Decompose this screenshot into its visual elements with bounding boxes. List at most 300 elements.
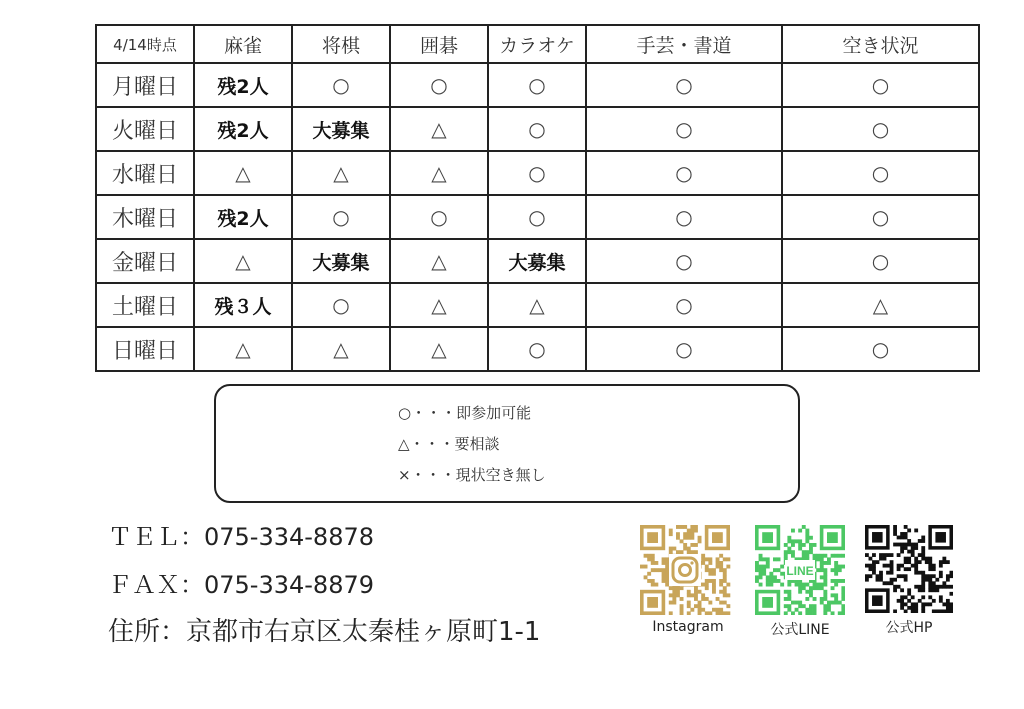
qr-module bbox=[694, 593, 698, 597]
qr-module bbox=[672, 597, 676, 601]
qr-module bbox=[784, 543, 788, 547]
header-go: 囲碁 bbox=[390, 25, 488, 63]
status-cell: △ bbox=[194, 151, 292, 195]
qr-module bbox=[719, 561, 723, 565]
qr-module bbox=[942, 602, 946, 606]
qr-module bbox=[662, 579, 666, 583]
qr-module bbox=[716, 565, 720, 569]
qr-module bbox=[809, 608, 813, 612]
qr-module bbox=[949, 606, 953, 610]
qr-module bbox=[723, 593, 727, 597]
qr-module bbox=[820, 601, 824, 605]
qr-module bbox=[687, 604, 691, 608]
qr-module bbox=[766, 561, 770, 565]
status-cell: 残2人 bbox=[194, 195, 292, 239]
qr-module bbox=[672, 590, 676, 594]
qr-module bbox=[841, 554, 845, 558]
qr-module bbox=[680, 604, 684, 608]
qr-module bbox=[726, 604, 730, 608]
qr-module bbox=[876, 578, 880, 582]
qr-module bbox=[762, 565, 766, 569]
qr-module bbox=[798, 601, 802, 605]
qr-module bbox=[883, 553, 887, 557]
legend-full: ×・・・現状空き無し bbox=[398, 466, 546, 484]
qr-module bbox=[647, 557, 651, 561]
qr-module bbox=[907, 560, 911, 564]
qr-module bbox=[897, 567, 901, 571]
qr-module bbox=[883, 557, 887, 561]
qr-module bbox=[907, 567, 911, 571]
qr-module bbox=[723, 590, 727, 594]
qr-module bbox=[705, 565, 709, 569]
qr-module bbox=[921, 546, 925, 550]
qr-module bbox=[698, 601, 702, 605]
qr-module bbox=[918, 599, 922, 603]
qr-module bbox=[949, 571, 953, 575]
status-cell: ○ bbox=[292, 195, 390, 239]
status-cell: ○ bbox=[586, 239, 782, 283]
qr-module bbox=[827, 604, 831, 608]
qr-module bbox=[939, 574, 943, 578]
line-qr-icon[interactable] bbox=[755, 525, 845, 615]
qr-module bbox=[798, 590, 802, 594]
qr-module bbox=[805, 554, 809, 558]
qr-module bbox=[907, 606, 911, 610]
qr-module bbox=[914, 567, 918, 571]
qr-module bbox=[708, 557, 712, 561]
homepage-qr-icon[interactable] bbox=[865, 525, 953, 613]
qr-module bbox=[683, 547, 687, 551]
qr-module bbox=[865, 578, 869, 582]
qr-module bbox=[708, 579, 712, 583]
qr-module bbox=[787, 593, 791, 597]
qr-module bbox=[939, 609, 943, 613]
qr-module bbox=[651, 568, 655, 572]
qr-module bbox=[949, 592, 953, 596]
qr-module bbox=[665, 561, 669, 565]
qr-module bbox=[766, 583, 770, 587]
qr-module bbox=[680, 586, 684, 590]
qr-module bbox=[841, 597, 845, 601]
qr-module bbox=[834, 554, 838, 558]
qr-module bbox=[942, 585, 946, 589]
qr-module bbox=[914, 543, 918, 547]
qr-module bbox=[893, 529, 897, 533]
status-cell: ○ bbox=[586, 151, 782, 195]
qr-module bbox=[766, 575, 770, 579]
qr-module bbox=[900, 546, 904, 550]
qr-module bbox=[872, 553, 876, 557]
status-cell: △ bbox=[390, 283, 488, 327]
qr-module bbox=[716, 597, 720, 601]
qr-module bbox=[890, 567, 894, 571]
qr-module bbox=[719, 608, 723, 612]
qr-module bbox=[680, 550, 684, 554]
qr-module bbox=[946, 602, 950, 606]
status-cell: ○ bbox=[488, 327, 586, 371]
qr-module bbox=[841, 611, 845, 615]
qr-module bbox=[827, 561, 831, 565]
qr-module bbox=[708, 568, 712, 572]
qr-module bbox=[698, 611, 702, 615]
qr-module bbox=[820, 565, 824, 569]
qr-module bbox=[823, 593, 827, 597]
qr-module bbox=[820, 583, 824, 587]
qr-module bbox=[823, 568, 827, 572]
instagram-qr-icon[interactable] bbox=[640, 525, 736, 615]
qr-module bbox=[784, 590, 788, 594]
qr-module bbox=[816, 568, 820, 572]
qr-module bbox=[841, 590, 845, 594]
qr-module bbox=[694, 529, 698, 533]
qr-module bbox=[651, 579, 655, 583]
qr-module bbox=[690, 543, 694, 547]
day-cell: 木曜日 bbox=[96, 195, 194, 239]
qr-module bbox=[784, 597, 788, 601]
qr-module bbox=[766, 557, 770, 561]
qr-module bbox=[805, 529, 809, 533]
qr-module bbox=[918, 588, 922, 592]
table-row bbox=[96, 195, 979, 239]
qr-module bbox=[886, 564, 890, 568]
qr-module bbox=[723, 586, 727, 590]
schedule-table bbox=[95, 24, 980, 372]
qr-module bbox=[701, 597, 705, 601]
qr-module bbox=[879, 557, 883, 561]
qr-module bbox=[658, 568, 662, 572]
qr-module bbox=[787, 604, 791, 608]
qr-module bbox=[708, 611, 712, 615]
status-cell: 大募集 bbox=[292, 239, 390, 283]
qr-module bbox=[687, 532, 691, 536]
table-row bbox=[96, 63, 979, 107]
qr-module bbox=[813, 611, 817, 615]
qr-module bbox=[831, 554, 835, 558]
qr-module bbox=[805, 583, 809, 587]
qr-module bbox=[921, 602, 925, 606]
qr-module bbox=[823, 579, 827, 583]
qr-module bbox=[911, 602, 915, 606]
qr-module bbox=[897, 536, 901, 540]
qr-module bbox=[723, 572, 727, 576]
header-availability: 空き状況 bbox=[782, 25, 979, 63]
qr-module bbox=[872, 567, 876, 571]
qr-module bbox=[780, 583, 784, 587]
status-cell: 大募集 bbox=[292, 107, 390, 151]
table-row bbox=[96, 327, 979, 371]
status-cell: ○ bbox=[488, 63, 586, 107]
qr-module bbox=[914, 546, 918, 550]
qr-module bbox=[932, 574, 936, 578]
qr-module bbox=[865, 574, 869, 578]
qr-module bbox=[795, 601, 799, 605]
status-cell: ○ bbox=[586, 195, 782, 239]
qr-module bbox=[726, 583, 730, 587]
qr-module bbox=[838, 565, 842, 569]
qr-module bbox=[838, 554, 842, 558]
qr-module bbox=[694, 586, 698, 590]
line-icon: LINE bbox=[786, 564, 814, 578]
qr-module bbox=[777, 557, 781, 561]
qr-module bbox=[820, 557, 824, 561]
qr-module bbox=[694, 525, 698, 529]
qr-module bbox=[897, 543, 901, 547]
qr-module bbox=[784, 604, 788, 608]
qr-module bbox=[676, 550, 680, 554]
qr-module bbox=[890, 578, 894, 582]
qr-module bbox=[823, 597, 827, 601]
qr-module bbox=[787, 539, 791, 543]
qr-module bbox=[900, 550, 904, 554]
qr-module bbox=[949, 585, 953, 589]
day-cell: 金曜日 bbox=[96, 239, 194, 283]
qr-module bbox=[687, 611, 691, 615]
qr-module bbox=[672, 547, 676, 551]
qr-module bbox=[893, 532, 897, 536]
status-cell: ○ bbox=[586, 63, 782, 107]
qr-module bbox=[918, 560, 922, 564]
qr-module bbox=[805, 539, 809, 543]
qr-module bbox=[769, 572, 773, 576]
qr-module bbox=[914, 564, 918, 568]
qr-module bbox=[787, 536, 791, 540]
qr-module bbox=[687, 593, 691, 597]
qr-module bbox=[791, 554, 795, 558]
qr-module bbox=[669, 529, 673, 533]
qr-module bbox=[712, 608, 716, 612]
contact-tel: ＴＥＬ：075-334-8878 bbox=[108, 523, 375, 551]
qr-module bbox=[914, 571, 918, 575]
qr-module bbox=[705, 586, 709, 590]
status-cell: 大募集 bbox=[488, 239, 586, 283]
qr-module bbox=[900, 564, 904, 568]
qr-line[interactable] bbox=[755, 525, 845, 639]
qr-module bbox=[705, 611, 709, 615]
qr-module bbox=[911, 543, 915, 547]
qr-module bbox=[918, 539, 922, 543]
qr-module bbox=[925, 557, 929, 561]
header-crafts-calligraphy: 手芸・書道 bbox=[586, 25, 782, 63]
qr-module bbox=[672, 593, 676, 597]
qr-module bbox=[921, 609, 925, 613]
table-row bbox=[96, 239, 979, 283]
qr-module bbox=[914, 602, 918, 606]
qr-module bbox=[805, 536, 809, 540]
qr-module bbox=[805, 590, 809, 594]
qr-module bbox=[865, 564, 869, 568]
qr-module bbox=[787, 547, 791, 551]
status-cell: 残３人 bbox=[194, 283, 292, 327]
legend-available: ○・・・即参加可能 bbox=[398, 404, 532, 422]
qr-module bbox=[883, 564, 887, 568]
qr-module bbox=[834, 579, 838, 583]
qr-module bbox=[798, 547, 802, 551]
qr-module bbox=[879, 574, 883, 578]
qr-module bbox=[813, 604, 817, 608]
legend-box bbox=[214, 384, 800, 503]
qr-module bbox=[669, 532, 673, 536]
qr-module bbox=[705, 579, 709, 583]
status-cell: △ bbox=[194, 239, 292, 283]
qr-module bbox=[769, 575, 773, 579]
qr-module bbox=[802, 583, 806, 587]
qr-module bbox=[904, 602, 908, 606]
qr-module bbox=[809, 593, 813, 597]
qr-module bbox=[907, 543, 911, 547]
qr-module bbox=[939, 599, 943, 603]
qr-module bbox=[831, 586, 835, 590]
qr-module bbox=[654, 568, 658, 572]
qr-module bbox=[809, 586, 813, 590]
qr-module bbox=[665, 583, 669, 587]
qr-module bbox=[907, 539, 911, 543]
qr-module bbox=[795, 539, 799, 543]
qr-module bbox=[928, 585, 932, 589]
qr-module bbox=[907, 557, 911, 561]
qr-module bbox=[802, 604, 806, 608]
qr-module bbox=[802, 550, 806, 554]
qr-module bbox=[869, 557, 873, 561]
qr-module bbox=[787, 608, 791, 612]
qr-module bbox=[654, 561, 658, 565]
qr-module bbox=[712, 583, 716, 587]
qr-module bbox=[932, 564, 936, 568]
status-cell: △ bbox=[390, 327, 488, 371]
status-cell: △ bbox=[390, 151, 488, 195]
qr-module bbox=[690, 593, 694, 597]
table-row bbox=[96, 107, 979, 151]
qr-module bbox=[719, 611, 723, 615]
qr-module bbox=[802, 543, 806, 547]
qr-module bbox=[890, 571, 894, 575]
qr-module bbox=[911, 546, 915, 550]
qr-module bbox=[676, 532, 680, 536]
qr-module bbox=[928, 595, 932, 599]
qr-module bbox=[921, 539, 925, 543]
qr-module bbox=[705, 583, 709, 587]
status-cell: ○ bbox=[292, 283, 390, 327]
qr-module bbox=[665, 568, 669, 572]
qr-module bbox=[813, 597, 817, 601]
qr-module bbox=[897, 564, 901, 568]
status-cell: ○ bbox=[782, 195, 979, 239]
qr-module bbox=[921, 574, 925, 578]
qr-module bbox=[823, 611, 827, 615]
qr-module bbox=[701, 608, 705, 612]
qr-module bbox=[886, 581, 890, 585]
qr-module bbox=[935, 588, 939, 592]
qr-module bbox=[834, 601, 838, 605]
qr-module bbox=[893, 525, 897, 529]
qr-module bbox=[687, 547, 691, 551]
qr-module bbox=[939, 560, 943, 564]
qr-module bbox=[719, 601, 723, 605]
qr-module bbox=[719, 565, 723, 569]
qr-module bbox=[900, 574, 904, 578]
qr-module bbox=[787, 550, 791, 554]
qr-module bbox=[683, 525, 687, 529]
qr-module bbox=[869, 574, 873, 578]
qr-module bbox=[831, 568, 835, 572]
qr-module bbox=[893, 578, 897, 582]
qr-module bbox=[665, 579, 669, 583]
qr-module bbox=[823, 604, 827, 608]
qr-module bbox=[676, 590, 680, 594]
qr-module bbox=[911, 550, 915, 554]
qr-module bbox=[928, 574, 932, 578]
qr-module bbox=[723, 575, 727, 579]
qr-module bbox=[687, 590, 691, 594]
qr-module bbox=[841, 593, 845, 597]
qr-module bbox=[651, 557, 655, 561]
status-cell: △ bbox=[390, 107, 488, 151]
day-cell: 日曜日 bbox=[96, 327, 194, 371]
qr-module bbox=[890, 564, 894, 568]
qr-module bbox=[928, 567, 932, 571]
qr-module bbox=[712, 586, 716, 590]
qr-module bbox=[914, 560, 918, 564]
qr-module bbox=[946, 578, 950, 582]
header-mahjong: 麻雀 bbox=[194, 25, 292, 63]
qr-module bbox=[787, 590, 791, 594]
qr-module bbox=[914, 585, 918, 589]
qr-module bbox=[900, 532, 904, 536]
qr-module bbox=[759, 583, 763, 587]
qr-module bbox=[921, 606, 925, 610]
qr-module bbox=[890, 581, 894, 585]
qr-module bbox=[716, 608, 720, 612]
header-shogi: 将棋 bbox=[292, 25, 390, 63]
qr-instagram[interactable] bbox=[640, 525, 736, 635]
qr-module bbox=[900, 588, 904, 592]
qr-module bbox=[644, 565, 648, 569]
qr-module bbox=[676, 536, 680, 540]
qr-module bbox=[928, 564, 932, 568]
qr-module bbox=[935, 609, 939, 613]
qr-homepage[interactable] bbox=[865, 525, 953, 637]
status-cell: ○ bbox=[782, 327, 979, 371]
qr-module bbox=[690, 536, 694, 540]
qr-module bbox=[893, 588, 897, 592]
qr-module bbox=[942, 560, 946, 564]
qr-module bbox=[712, 568, 716, 572]
qr-module bbox=[690, 529, 694, 533]
qr-module bbox=[708, 561, 712, 565]
qr-module bbox=[716, 557, 720, 561]
qr-module bbox=[904, 574, 908, 578]
qr-module bbox=[784, 554, 788, 558]
qr-module bbox=[766, 579, 770, 583]
day-cell: 月曜日 bbox=[96, 63, 194, 107]
qr-module bbox=[841, 604, 845, 608]
qr-module bbox=[897, 599, 901, 603]
qr-module bbox=[705, 557, 709, 561]
qr-module bbox=[798, 611, 802, 615]
qr-module bbox=[705, 568, 709, 572]
qr-module bbox=[680, 525, 684, 529]
qr-module bbox=[777, 568, 781, 572]
status-cell: ○ bbox=[586, 283, 782, 327]
qr-module bbox=[698, 604, 702, 608]
qr-module bbox=[820, 554, 824, 558]
status-cell: △ bbox=[390, 239, 488, 283]
qr-module bbox=[834, 583, 838, 587]
qr-instagram-label: Instagram bbox=[652, 619, 724, 635]
qr-module bbox=[935, 578, 939, 582]
qr-module bbox=[942, 557, 946, 561]
qr-module bbox=[949, 602, 953, 606]
qr-module bbox=[651, 583, 655, 587]
